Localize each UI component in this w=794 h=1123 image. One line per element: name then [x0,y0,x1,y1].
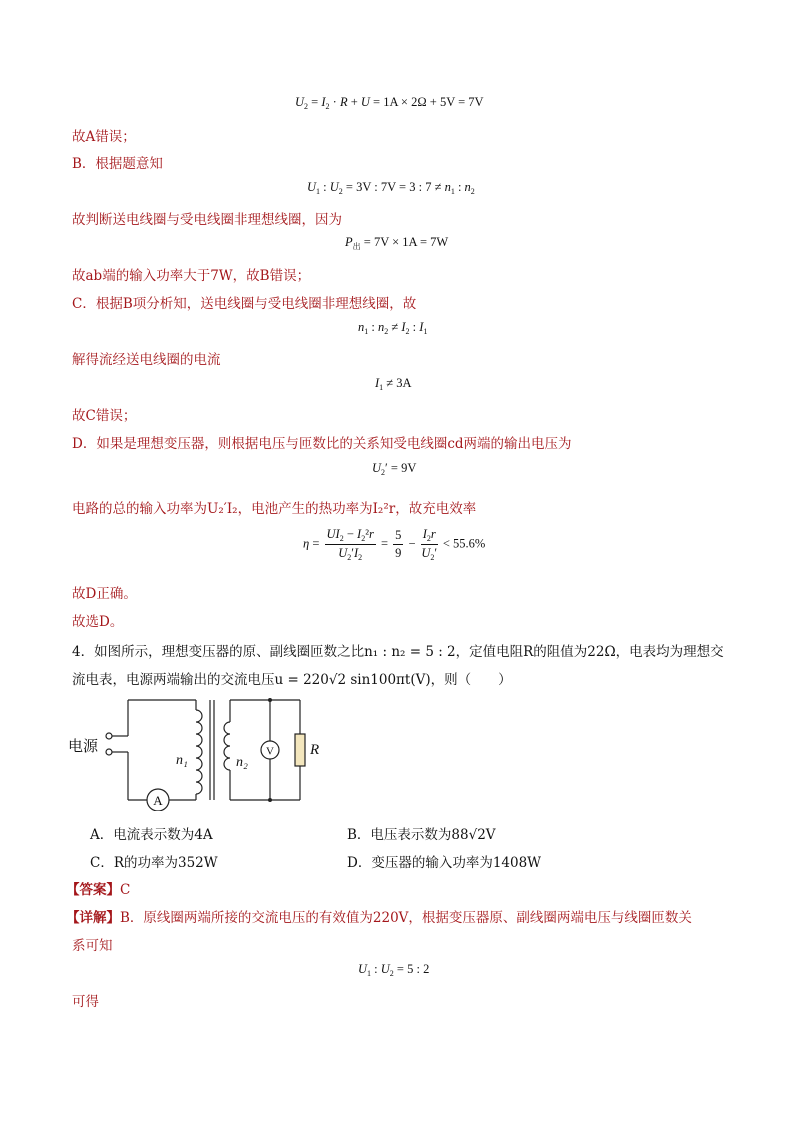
b-judge: 故判断送电线圈与受电线圈非理想线圈，因为 [72,212,342,228]
detail-label: 【详解】 [66,910,120,926]
d-power: 电路的总的输入功率为U₂′I₂，电池产生的热功率为I₂²r，故充电效率 [72,501,477,517]
choose-d: 故选D。 [72,614,124,630]
detail-line-1: B．原线圈两端所接的交流电压的有效值为220V，根据变压器原、副线圈两端电压与线圈匝数关 [120,910,692,926]
equation-u-ratio: $U_1$ : $U_2 = 5$ : 2 [358,962,430,978]
d-head: D．如果是理想变压器，则根据电压与匝数比的关系知受电线圈cd两端的输出电压为 [72,436,572,452]
b-head: B．根据题意知 [72,156,163,172]
equation-u2: $U_2 = I_2 \cdot R + U = 1A \times 2\Omega + 5V = 7V$ [295,95,484,111]
answer-label: 【答案】 [66,882,120,898]
resistor-symbol [295,734,305,766]
option-a: A．电流表示数为4A [90,827,213,843]
ammeter-label: A [153,793,163,808]
equation-ratio: $U_1$ : $U_2 = 3V$ : 7V = 3 : $7 \ne n_1$ : $n_2$ [307,180,475,196]
detail-line-2: 系可知 [72,938,113,954]
n2-label: n₂ [236,755,248,770]
equation-eta: η = $\frac{UI_2 - I_2^2r}{U_2'I_2}$ = $\frac{5}{9}$ − $\frac{I_2r}{U_2'}$ < 55.6% [303,527,486,562]
resistor-label: R [310,742,320,758]
c-solve: 解得流经送电线圈的电流 [72,352,221,368]
answer-value: C [120,882,131,898]
b-conclusion: 故ab端的输入功率大于7W，故B错误； [72,268,311,284]
equation-u2prime: $U_2' = 9V$ [372,461,417,477]
equation-n-ratio: $n_1$ : $n_2 \ne I_2$ : $I_1$ [358,320,428,336]
option-c: C．R的功率为352W [90,855,218,871]
keyi: 可得 [72,994,99,1010]
question-4-line-2: 流电表，电源两端输出的交流电压u = 220√2 sin100πt(V)，则（ ） [72,672,512,688]
a-conclusion: 故A错误； [72,129,136,145]
c-conclusion: 故C错误； [72,408,137,424]
equation-power: $P_出 = 7V \times 1A = 7W$ [345,235,449,251]
n1-label: n₁ [176,753,188,768]
option-d: D．变压器的输入功率为1408W [347,855,542,871]
option-b: B．电压表示数为88√2V [347,827,496,843]
detail-row [66,906,692,926]
answer-row [66,878,130,898]
c-head: C．根据B项分析知，送电线圈与受电线圈非理想线圈，故 [72,296,417,312]
question-4-line-1: 4．如图所示，理想变压器的原、副线圈匝数之比n₁ : n₂ = 5 : 2，定值电阻R的阻值为22Ω，电表均为理想交 [72,644,724,660]
d-conclusion: 故D正确。 [72,586,137,602]
equation-i1: $I_1 \ne 3A$ [375,376,412,392]
circuit-diagram [68,696,328,811]
source-label: 电源 [68,737,99,755]
voltmeter-label: V [266,745,274,758]
